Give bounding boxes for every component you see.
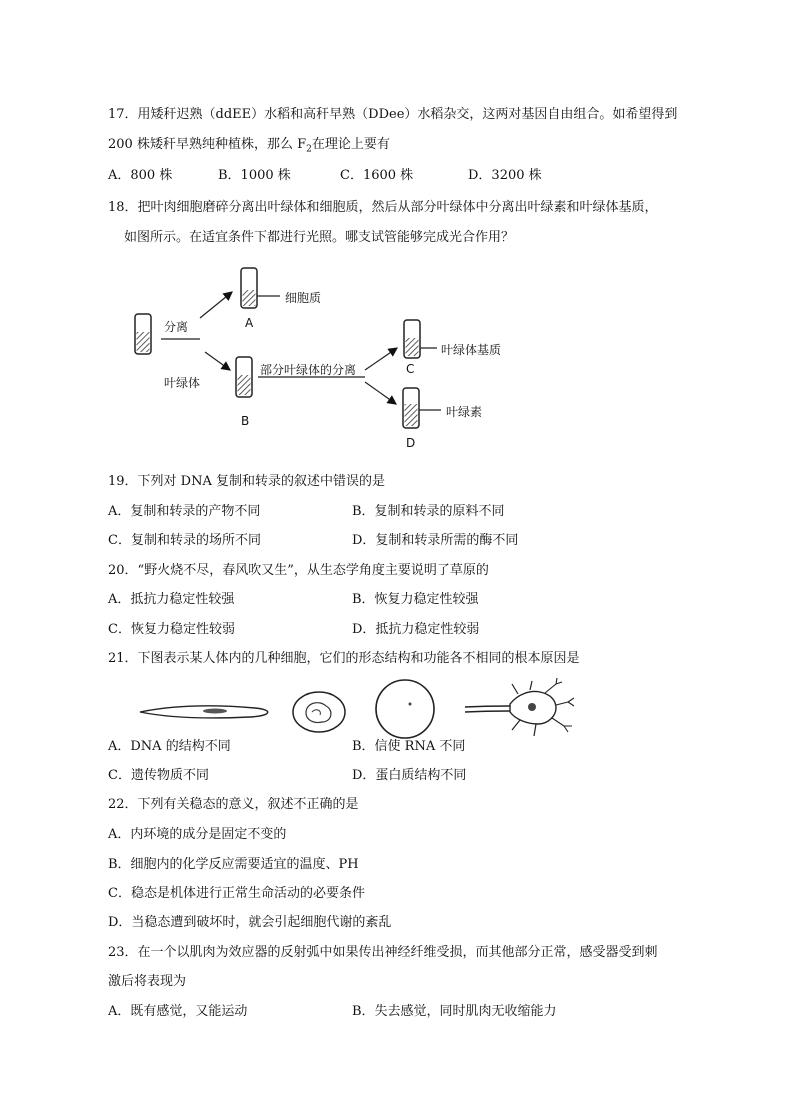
q23-option-b: B．失去感觉，同时肌肉无收缩能力 [352, 1004, 557, 1019]
q18-stem-line2: 如图所示。在适宜条件下都进行光照。哪支试管能够完成光合作用？ [124, 230, 515, 245]
q17-option-d: D．3200 株 [468, 168, 542, 183]
label-chloroplast: 叶绿体 [164, 376, 201, 390]
q17-subscript: 2 [306, 144, 312, 155]
q19-option-c: C．复制和转录的场所不同 [108, 533, 261, 548]
label-stroma: 叶绿体基质 [441, 343, 502, 357]
round-cell [376, 680, 434, 738]
q20-option-a: A．抵抗力稳定性较强 [108, 592, 235, 607]
q22-option-c: C．稳态是机体进行正常生命活动的必要条件 [108, 886, 365, 901]
q21-option-a: A．DNA 的结构不同 [108, 739, 231, 754]
q19-stem: 19．下列对 DNA 复制和转录的叙述中错误的是 [108, 474, 385, 489]
q17-stem-line1: 17．用矮秆迟熟（ddEE）水稻和高秆早熟（DDee）水稻杂交，这两对基因自由组合。如希望得到 [108, 107, 678, 122]
q22-option-d: D．当稳态遭到破坏时，就会引起细胞代谢的紊乱 [108, 915, 392, 930]
q21-option-c: C．遗传物质不同 [108, 768, 209, 783]
q20-option-c: C．恢复力稳定性较弱 [108, 622, 235, 637]
label-tube-a: A [245, 316, 254, 330]
q20-option-b: B．恢复力稳定性较强 [352, 592, 479, 607]
q18-stem-line1: 18．把叶肉细胞磨碎分离出叶绿体和细胞质，然后从部分叶绿体中分离出叶绿素和叶绿体基质， [108, 200, 658, 215]
q21-option-b: B．信使 RNA 不同 [352, 739, 466, 754]
label-chlorophyll: 叶绿素 [446, 405, 483, 419]
q21-option-d: D．蛋白质结构不同 [352, 768, 467, 783]
q19-option-b: B．复制和转录的原料不同 [352, 504, 505, 519]
white-blood-cell [293, 692, 345, 732]
q17-line2-tail: 在理论上要有 [311, 137, 390, 152]
q20-option-d: D．抵抗力稳定性较弱 [352, 622, 480, 637]
q19-option-d: D．复制和转录所需的酶不同 [352, 533, 519, 548]
q17-option-a: A．800 株 [108, 168, 173, 183]
label-cytoplasm: 细胞质 [285, 291, 322, 305]
q22-option-a: A．内环境的成分是固定不变的 [108, 827, 287, 842]
q23-stem-line2: 激后将表现为 [108, 974, 187, 989]
q17-option-c: C．1600 株 [340, 168, 414, 183]
q22-stem: 22．下列有关稳态的意义，叙述不正确的是 [108, 797, 359, 812]
spindle-cell [140, 706, 268, 718]
q20-stem: 20．“野火烧不尽，春风吹又生”，从生态学角度主要说明了草原的 [108, 563, 489, 578]
label-partial-separate: 部分叶绿体的分离 [260, 363, 357, 377]
neuron-cell [465, 678, 574, 736]
q23-option-a: A．既有感觉，又能运动 [108, 1004, 248, 1019]
label-tube-d: D [406, 436, 416, 450]
q19-option-a: A．复制和转录的产物不同 [108, 504, 261, 519]
label-tube-b: B [241, 414, 250, 428]
label-separate: 分离 [164, 320, 189, 334]
q17-line2-text: 200 株矮秆早熟纯种植株，那么 F [108, 137, 307, 152]
q23-stem-line1: 23．在一个以肌肉为效应器的反射弧中如果传出神经纤维受损，而其他部分正常，感受器受到刺 [108, 945, 658, 960]
q21-stem: 21．下图表示某人体内的几种细胞，它们的形态结构和功能各不相同的根本原因是 [108, 651, 580, 666]
q22-option-b: B．细胞内的化学反应需要适宜的温度、PH [108, 857, 359, 872]
label-tube-c: C [406, 362, 415, 376]
q17-option-b: B．1000 株 [218, 168, 291, 183]
